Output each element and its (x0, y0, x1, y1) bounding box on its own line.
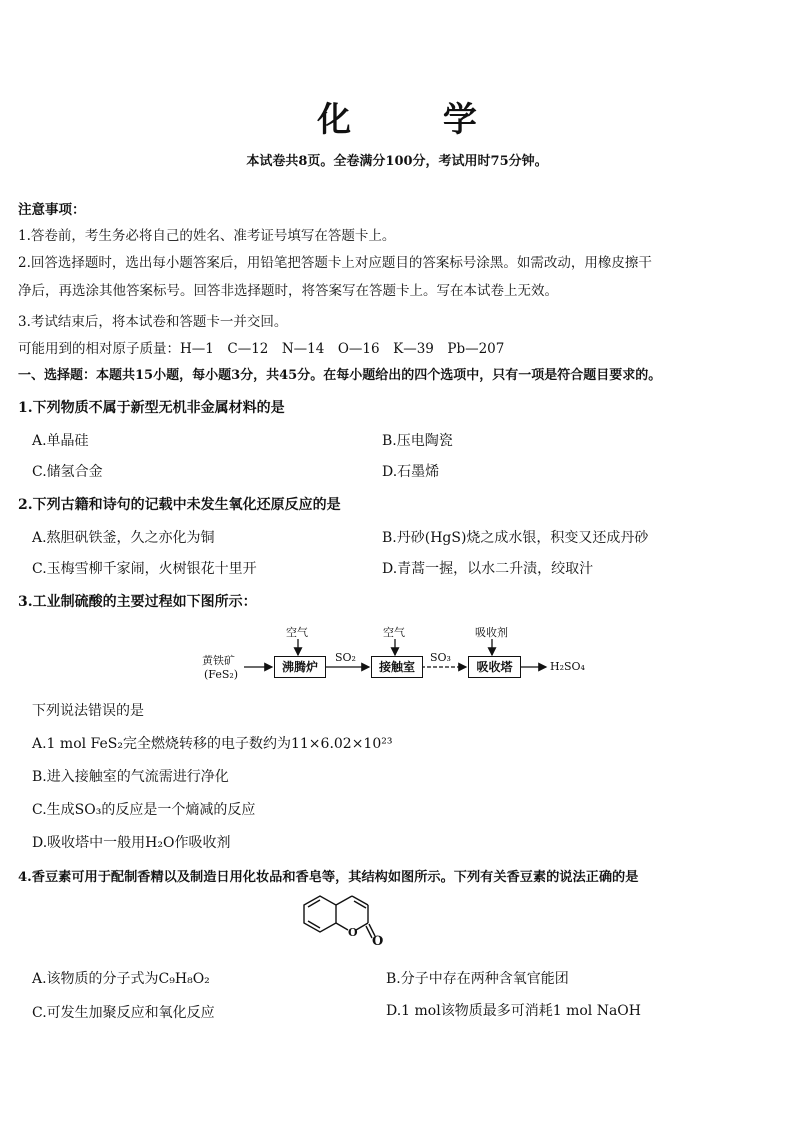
q3-prompt: 下列说法错误的是 (32, 703, 144, 719)
q1-option-b: B.压电陶瓷 (382, 433, 453, 449)
flow-input-air-2: 空气 (383, 626, 405, 639)
flow-input-air-1: 空气 (286, 626, 308, 639)
q1-stem: 1.下列物质不属于新型无机非金属材料的是 (18, 400, 285, 416)
q3-option-c: C.生成SO₃的反应是一个熵减的反应 (32, 802, 256, 818)
exam-info: 本试卷共8页。全卷满分100分，考试用时75分钟。 (246, 154, 548, 169)
q2-option-b: B.丹砂(HgS)烧之成水银，积变又还成丹砂 (382, 530, 649, 546)
box-contact-chamber: 接触室 (371, 656, 423, 678)
q2-option-d: D.青蒿一握，以水二升渍，绞取汁 (382, 561, 594, 577)
notice-item-2: 2.回答选择题时，选出每小题答案后，用铅笔把答题卡上对应题目的答案标号涂黑。如需改动，用橡皮擦干 (18, 255, 652, 271)
q4-option-c: C.可发生加聚反应和氧化反应 (32, 1005, 215, 1021)
q2-option-a: A.熬胆矾铁釜，久之亦化为铜 (32, 530, 215, 546)
flow-mid-so3: SO₃ (430, 651, 451, 664)
flow-start-line2: (FeS₂) (204, 668, 239, 681)
flow-mid-so2: SO₂ (335, 651, 356, 664)
q3-stem: 3.工业制硫酸的主要过程如下图所示： (18, 594, 257, 610)
ring-oxygen-label: O (348, 926, 358, 939)
q3-option-a: A.1 mol FeS₂完全燃烧转移的电子数约为11×6.02×10²³ (32, 736, 393, 752)
flow-input-absorbent: 吸收剂 (475, 626, 508, 639)
q3-option-b: B.进入接触室的气流需进行净化 (32, 769, 229, 785)
q2-option-c: C.玉梅雪柳千家闹，火树银花十里开 (32, 561, 257, 577)
carbonyl-oxygen-label: O (372, 934, 384, 949)
flow-product: H₂SO₄ (550, 660, 585, 673)
q4-stem: 4.香豆素可用于配制香精以及制造日用化妆品和香皂等，其结构如图所示。下列有关香豆素的说法正确的是 (18, 870, 639, 885)
q1-option-c: C.储氢合金 (32, 464, 103, 480)
section-heading: 一、选择题：本题共15小题，每小题3分，共45分。在每小题给出的四个选项中，只有一项是符合题目要求的。 (18, 368, 662, 383)
box-absorption-tower: 吸收塔 (468, 656, 521, 678)
q4-option-b: B.分子中存在两种含氧官能团 (386, 971, 569, 987)
q4-option-d: D.1 mol该物质最多可消耗1 mol NaOH (386, 1003, 641, 1019)
q2-stem: 2.下列古籍和诗句的记载中未发生氧化还原反应的是 (18, 497, 341, 513)
q4-option-a: A.该物质的分子式为C₉H₈O₂ (32, 971, 210, 987)
box-boiling-furnace: 沸腾炉 (274, 656, 326, 678)
coumarin-structure (290, 893, 390, 953)
q3-option-d: D.吸收塔中一般用H₂O作吸收剂 (32, 835, 231, 851)
atomic-masses: 可能用到的相对原子质量：H—1 C—12 N—14 O—16 K—39 Pb—207 (18, 341, 505, 357)
notice-item-3: 3.考试结束后，将本试卷和答题卡一并交回。 (18, 314, 288, 330)
flow-start-line1: 黄铁矿 (202, 654, 235, 667)
q1-option-d: D.石墨烯 (382, 464, 440, 480)
notice-item-1: 1.答卷前，考生务必将自己的姓名、准考证号填写在答题卡上。 (18, 228, 396, 244)
q1-option-a: A.单晶硅 (32, 433, 89, 449)
notice-item-2-cont: 净后，再选涂其他答案标号。回答非选择题时，将答案写在答题卡上。写在本试卷上无效。 (18, 283, 558, 299)
notice-heading: 注意事项： (18, 202, 86, 218)
page-title: 化 学 (317, 100, 517, 140)
